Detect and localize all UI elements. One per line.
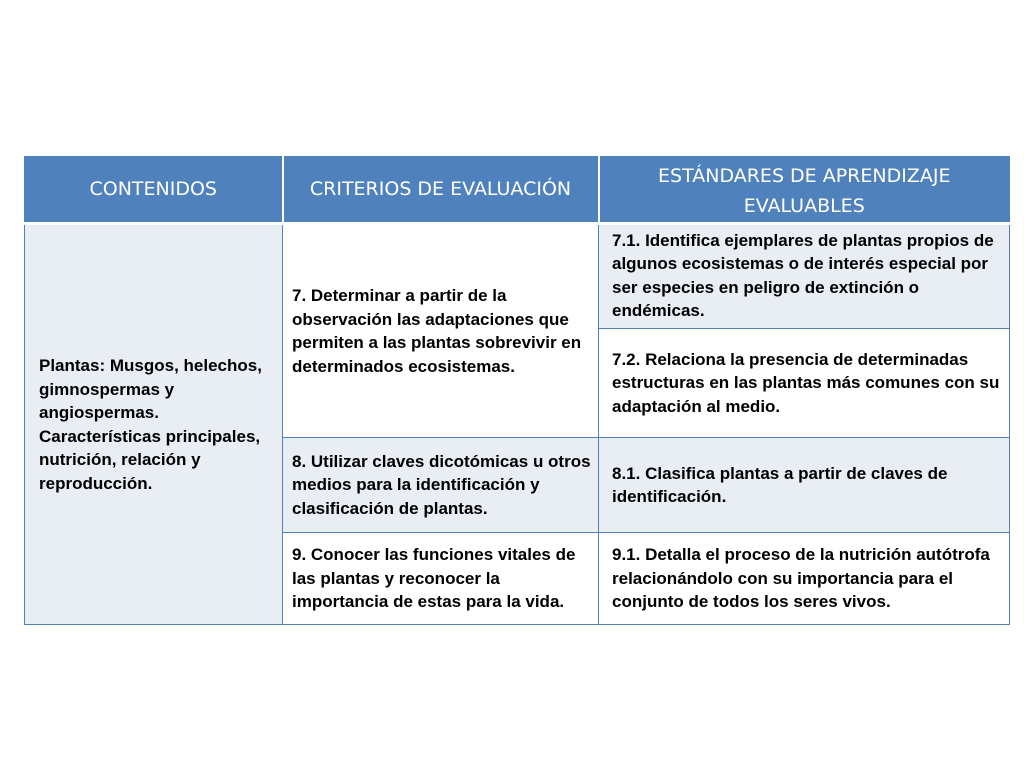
table-row [25,224,1010,329]
estandar-9-1-cell: 9.1. Detalla el proceso de la nutrición autótrofa relacionándolo con su importancia para el conjunto de todos los seres vivos. [599,533,1010,625]
contenidos-cell: Plantas: Musgos, helechos, gimnospermas y angiospermas. Características principales, nutrición, relación y reproducción. [25,224,283,625]
header-estandares: ESTÁNDARES DE APRENDIZAJE EVALUABLES [599,156,1010,224]
criterio-8-cell: 8. Utilizar claves dicotómicas u otros medios para la identificación y clasificación de plantas. [283,438,599,533]
header-row [25,156,1010,224]
criterio-7-cell: 7. Determinar a partir de la observación las adaptaciones que permiten a las plantas sobrevivir en determinados ecosistemas. [283,224,599,438]
estandar-7-2-cell: 7.2. Relaciona la presencia de determinadas estructuras en las plantas más comunes con su adaptación al medio. [599,329,1010,438]
criterio-9-cell: 9. Conocer las funciones vitales de las plantas y reconocer la importancia de estas para la vida. [283,533,599,625]
header-criterios: CRITERIOS DE EVALUACIÓN [283,156,599,224]
curriculum-table [24,156,1010,625]
header-contenidos: CONTENIDOS [25,156,283,224]
estandar-7-1-cell: 7.1. Identifica ejemplares de plantas propios de algunos ecosistemas o de interés especial por ser especies en peligro de extinción o endémicas. [599,224,1010,329]
estandar-8-1-cell: 8.1. Clasifica plantas a partir de claves de identificación. [599,438,1010,533]
